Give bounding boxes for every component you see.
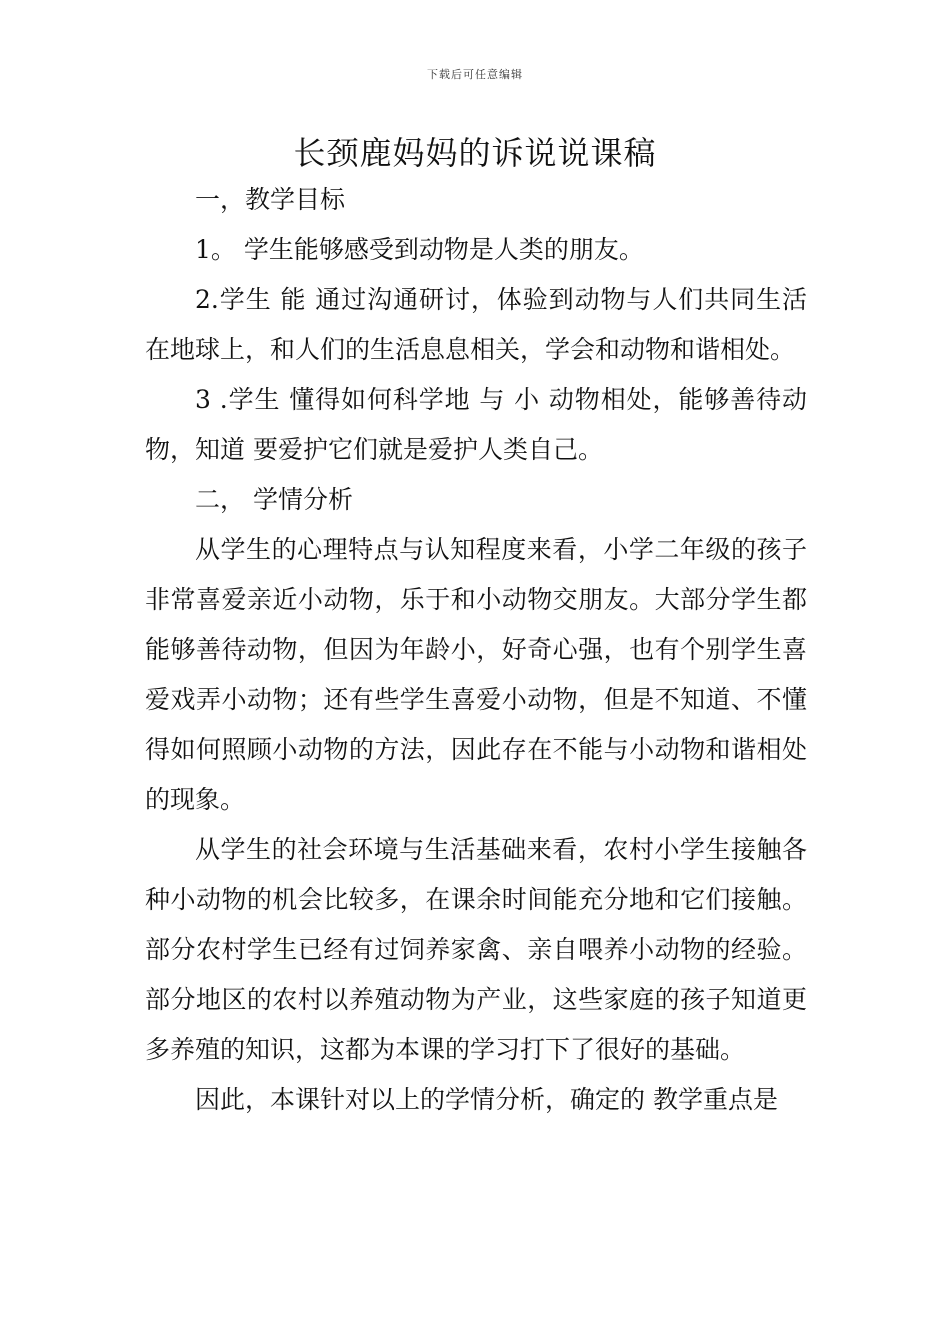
objective-item-2: 2.学生 能 通过沟通研讨，体验到动物与人们共同生活在地球上，和人们的生活息息相关，学会和动物和谐相处。 — [145, 285, 807, 364]
section-heading-analysis: 二， 学情分析 — [195, 485, 353, 514]
document-body — [145, 175, 807, 1125]
analysis-paragraph-3: 因此，本课针对以上的学情分析，确定的 教学重点是 — [195, 1085, 778, 1114]
objective-item-3: 3 .学生 懂得如何科学地 与 小 动物相处，能够善待动物，知道 要爱护它们就是爱护人类自己。 — [145, 385, 807, 464]
document-title: 长颈鹿妈妈的诉说说课稿 — [293, 134, 657, 172]
analysis-paragraph-1: 从学生的心理特点与认知程度来看，小学二年级的孩子非常喜爱亲近小动物，乐于和小动物交朋友。大部分学生都能够善待动物，但因为年龄小，好奇心强，也有个别学生喜爱戏弄小动物；还有些学生喜爱小动物，但是不知道、不懂得如何照顾小动物的方法，因此存在不能与小动物和谐相处的现象。 — [145, 535, 807, 814]
objective-item-1: 1。 学生能够感受到动物是人类的朋友。 — [195, 235, 644, 264]
page-header-note: 下载后可任意编辑 — [427, 68, 523, 81]
analysis-paragraph-2: 从学生的社会环境与生活基础来看，农村小学生接触各种小动物的机会比较多，在课余时间能充分地和它们接触。部分农村学生已经有过饲养家禽、亲自喂养小动物的经验。部分地区的农村以养殖动物为产业，这些家庭的孩子知道更多养殖的知识，这都为本课的学习打下了很好的基础。 — [145, 835, 807, 1064]
section-heading-objectives: 一，教学目标 — [195, 185, 346, 214]
